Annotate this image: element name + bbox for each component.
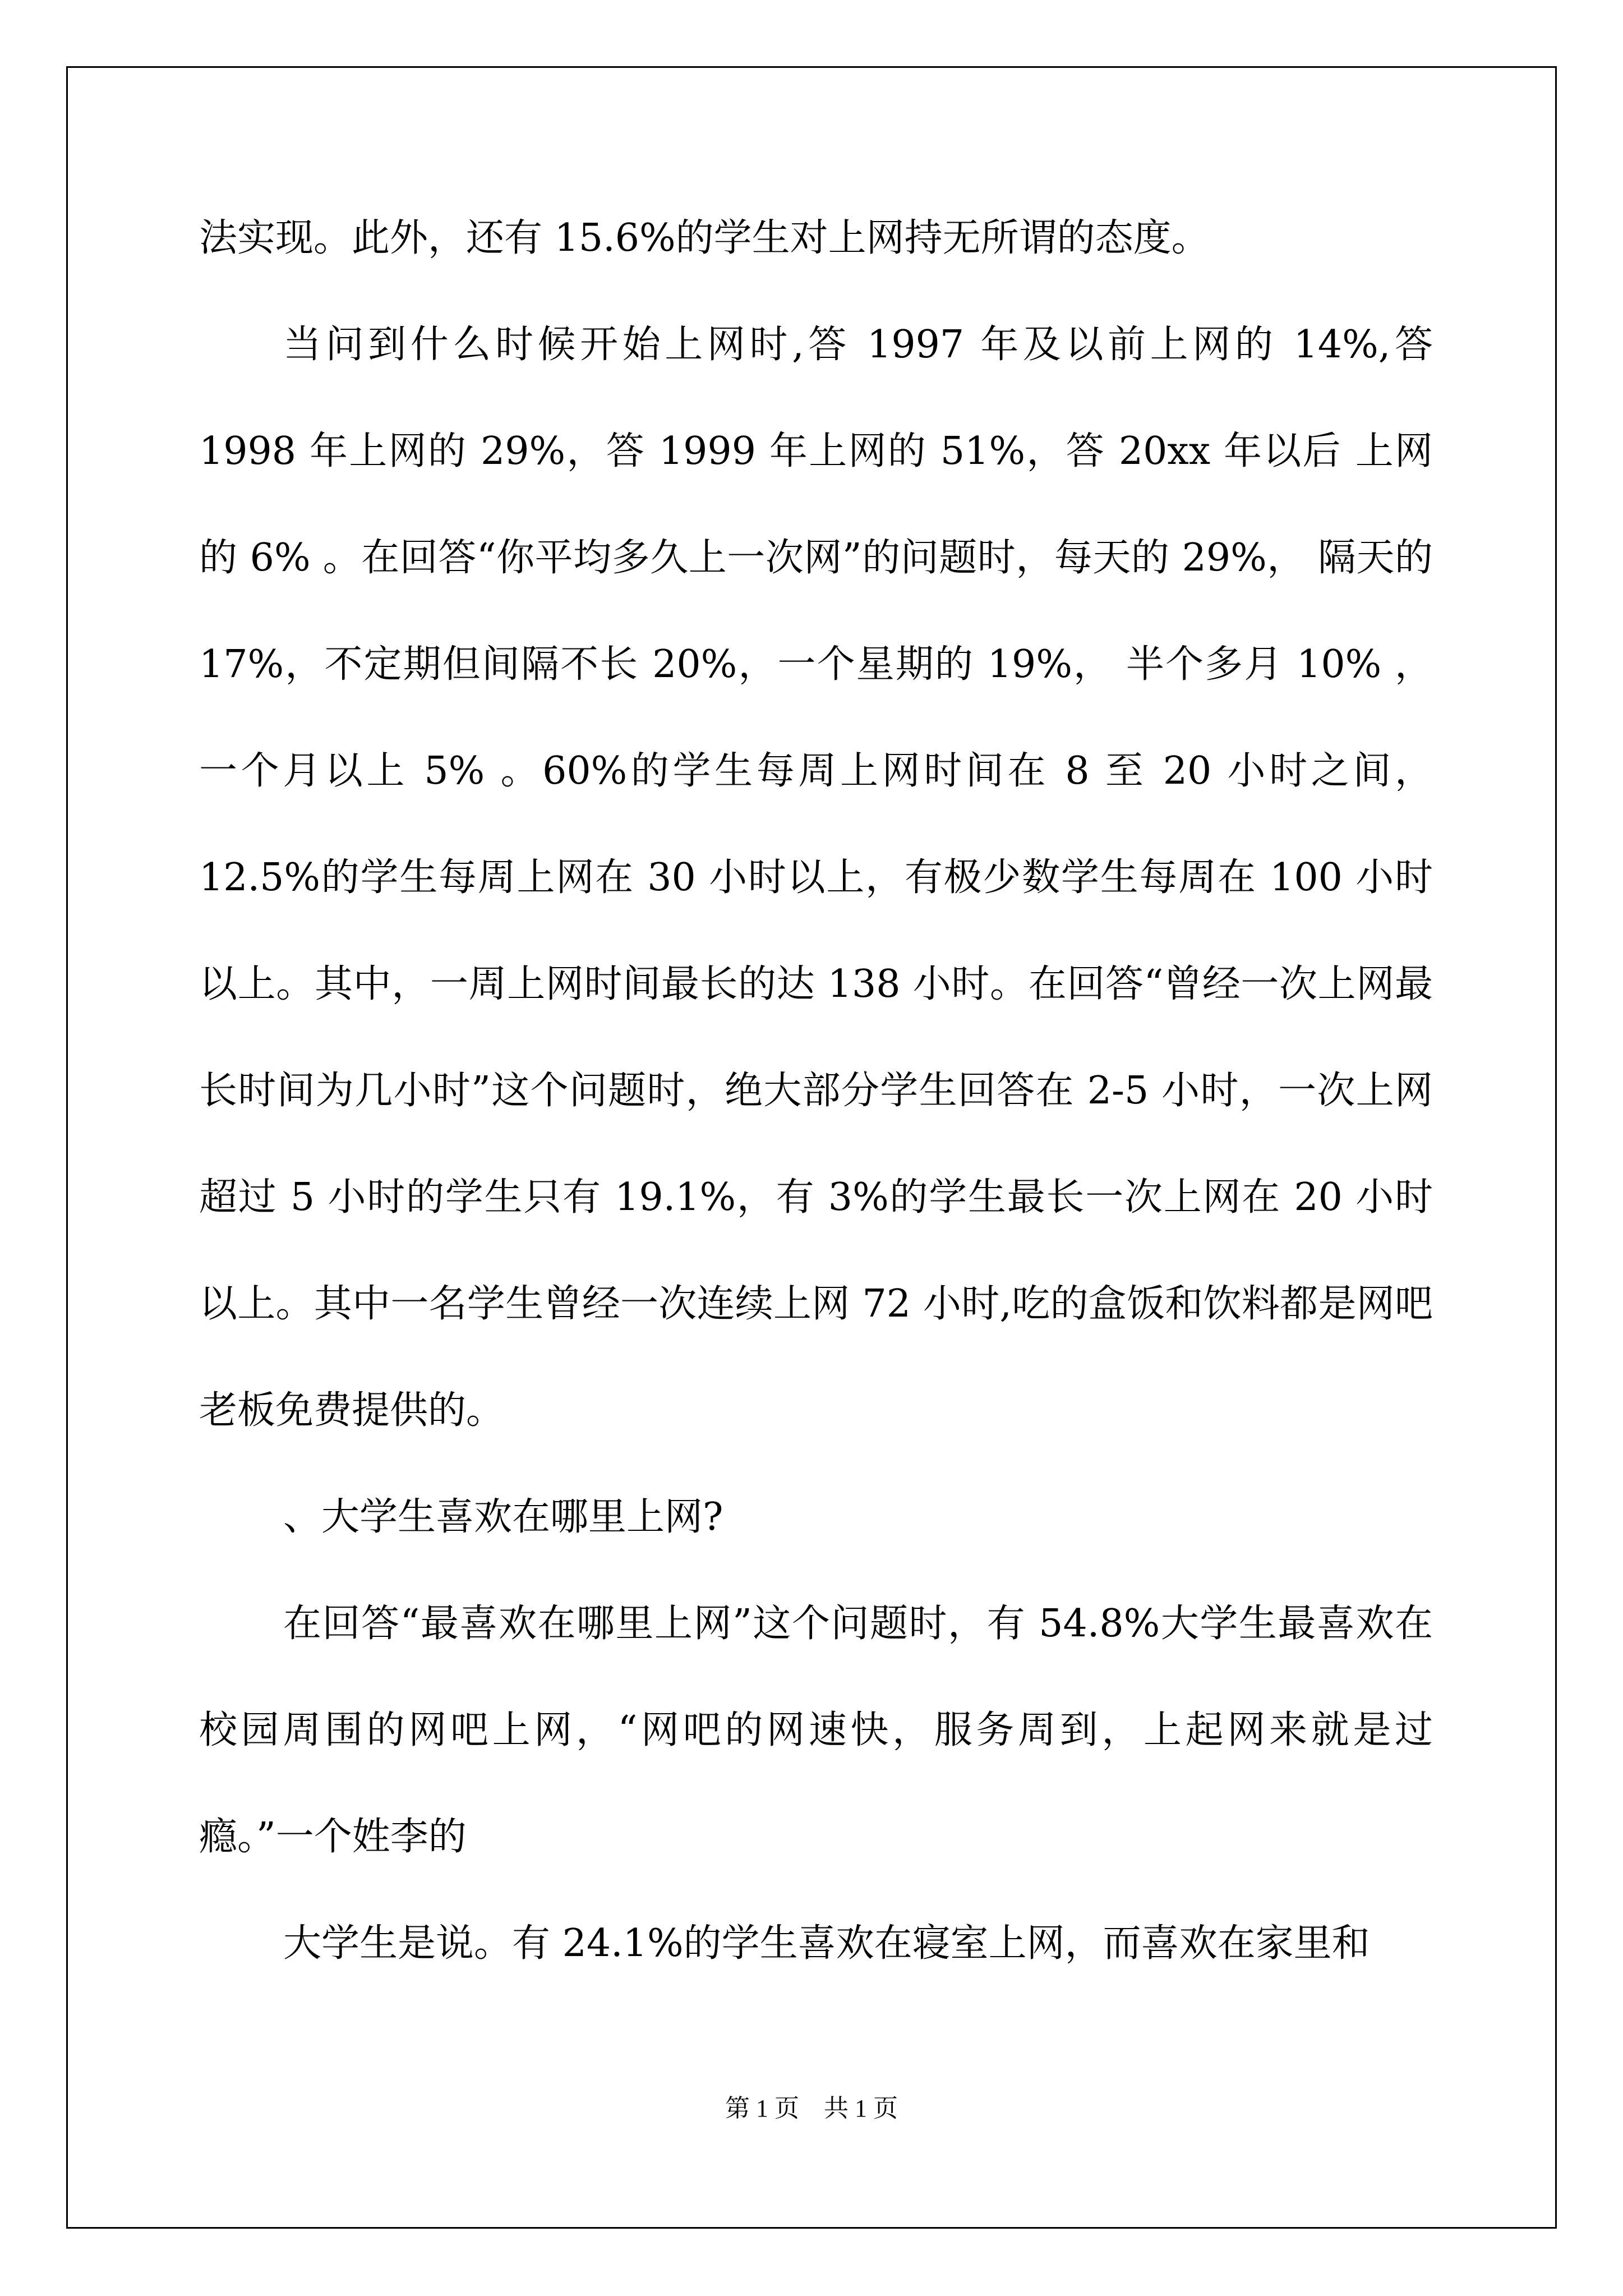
- paragraph-5: 大学生是说。有 24.1%的学生喜欢在寝室上网，而喜欢在家里和: [283, 1921, 1370, 1966]
- paragraph-4: 在回答“最喜欢在哪里上网”这个问题时，有 54.8%大学生最喜欢在校园周围的网吧上网，“网吧的网速快，服务周到，上起网来就是过瘾。”一个姓李的: [199, 1602, 1433, 1859]
- page-footer: 第 1 页 共 1 页: [725, 2095, 898, 2122]
- paragraph-1: 法实现。此外，还有 15.6%的学生对上网持无所谓的态度。: [199, 216, 1210, 260]
- paragraph-3: 、大学生喜欢在哪里上网?: [283, 1495, 723, 1539]
- paragraph-2: 当问到什么时候开始上网时,答 1997 年及以前上网的 14%,答 1998 年上网的 29%，答 1999 年上网的 51%，答 20xx 年以后 上网的 6% 。在回答“你平均多久上一次网”的问题时，每天的 29%， 隔天的 17%，不定期但间隔不长 20%，一个星期的 19%， 半个多月 10% ，一个月以上 5% 。60%的学生每周上网时间在 8 至 20 小时之间，12.5%的学生每周上网在 30 小时以上，有极少数学生每周在 100 小时以上。其中，一周上网时间最长的达 138 小时。在回答“曾经一次上网最长时间为几小时”这个问题时，绝大部分学生回答在 2-5 小时，一次上网超过 5 小时的学生只有 19.1%，有 3%的学生最长一次上网在 20 小时以上。其中一名学生曾经一次连续上网 72 小时,吃的盒饭和饮料都是网吧老板免费提供的。: [199, 323, 1433, 1433]
- document-body: [199, 185, 1433, 1997]
